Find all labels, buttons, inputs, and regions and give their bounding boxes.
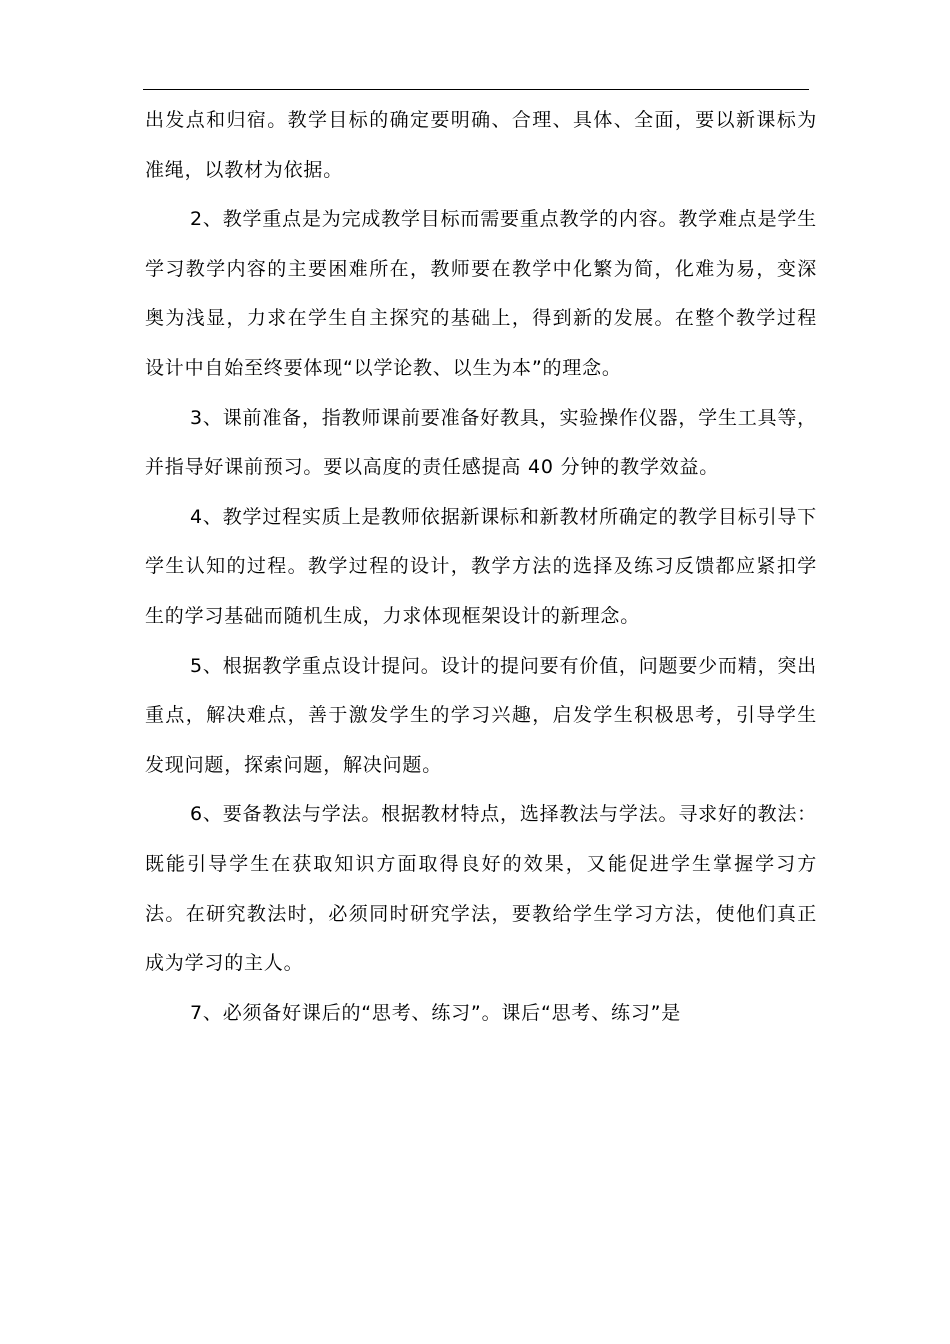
document-body <box>145 96 817 1038</box>
paragraph-item-2: 2、教学重点是为完成教学目标而需要重点教学的内容。教学难点是学生学习教学内容的主要困难所在，教师要在教学中化繁为简，化难为易，变深奥为浅显，力求在学生自主探究的基础上，得到新的发展。在整个教学过程设计中自始至终要体现“以学论教、以生为本”的理念。 <box>145 208 817 379</box>
paragraph-item-7: 7、必须备好课后的“思考、练习”。课后“思考、练习”是 <box>190 1001 682 1024</box>
paragraph-item-5: 5、根据教学重点设计提问。设计的提问要有价值，问题要少而精，突出重点，解决难点，善于激发学生的学习兴趣，启发学生积极思考，引导学生发现问题，探索问题，解决问题。 <box>145 654 817 776</box>
paragraph-continuation: 出发点和归宿。教学目标的确定要明确、合理、具体、全面，要以新课标为准绳，以教材为依据。 <box>145 109 817 181</box>
paragraph-item-4: 4、教学过程实质上是教师依据新课标和新教材所确定的教学目标引导下学生认知的过程。教学过程的设计，教学方法的选择及练习反馈都应紧扣学生的学习基础而随机生成，力求体现框架设计的新理念。 <box>145 505 817 627</box>
paragraph-item-6: 6、要备教法与学法。根据教材特点，选择教法与学法。寻求好的教法：既能引导学生在获取知识方面取得良好的效果，又能促进学生掌握学习方法。在研究教法时，必须同时研究学法，要教给学生学习方法，使他们真正成为学习的主人。 <box>145 803 817 975</box>
header-rule <box>143 89 809 90</box>
paragraph-item-3: 3、课前准备，指教师课前要准备好教具，实验操作仪器，学生工具等，并指导好课前预习。要以高度的责任感提高 40 分钟的教学效益。 <box>145 406 817 479</box>
